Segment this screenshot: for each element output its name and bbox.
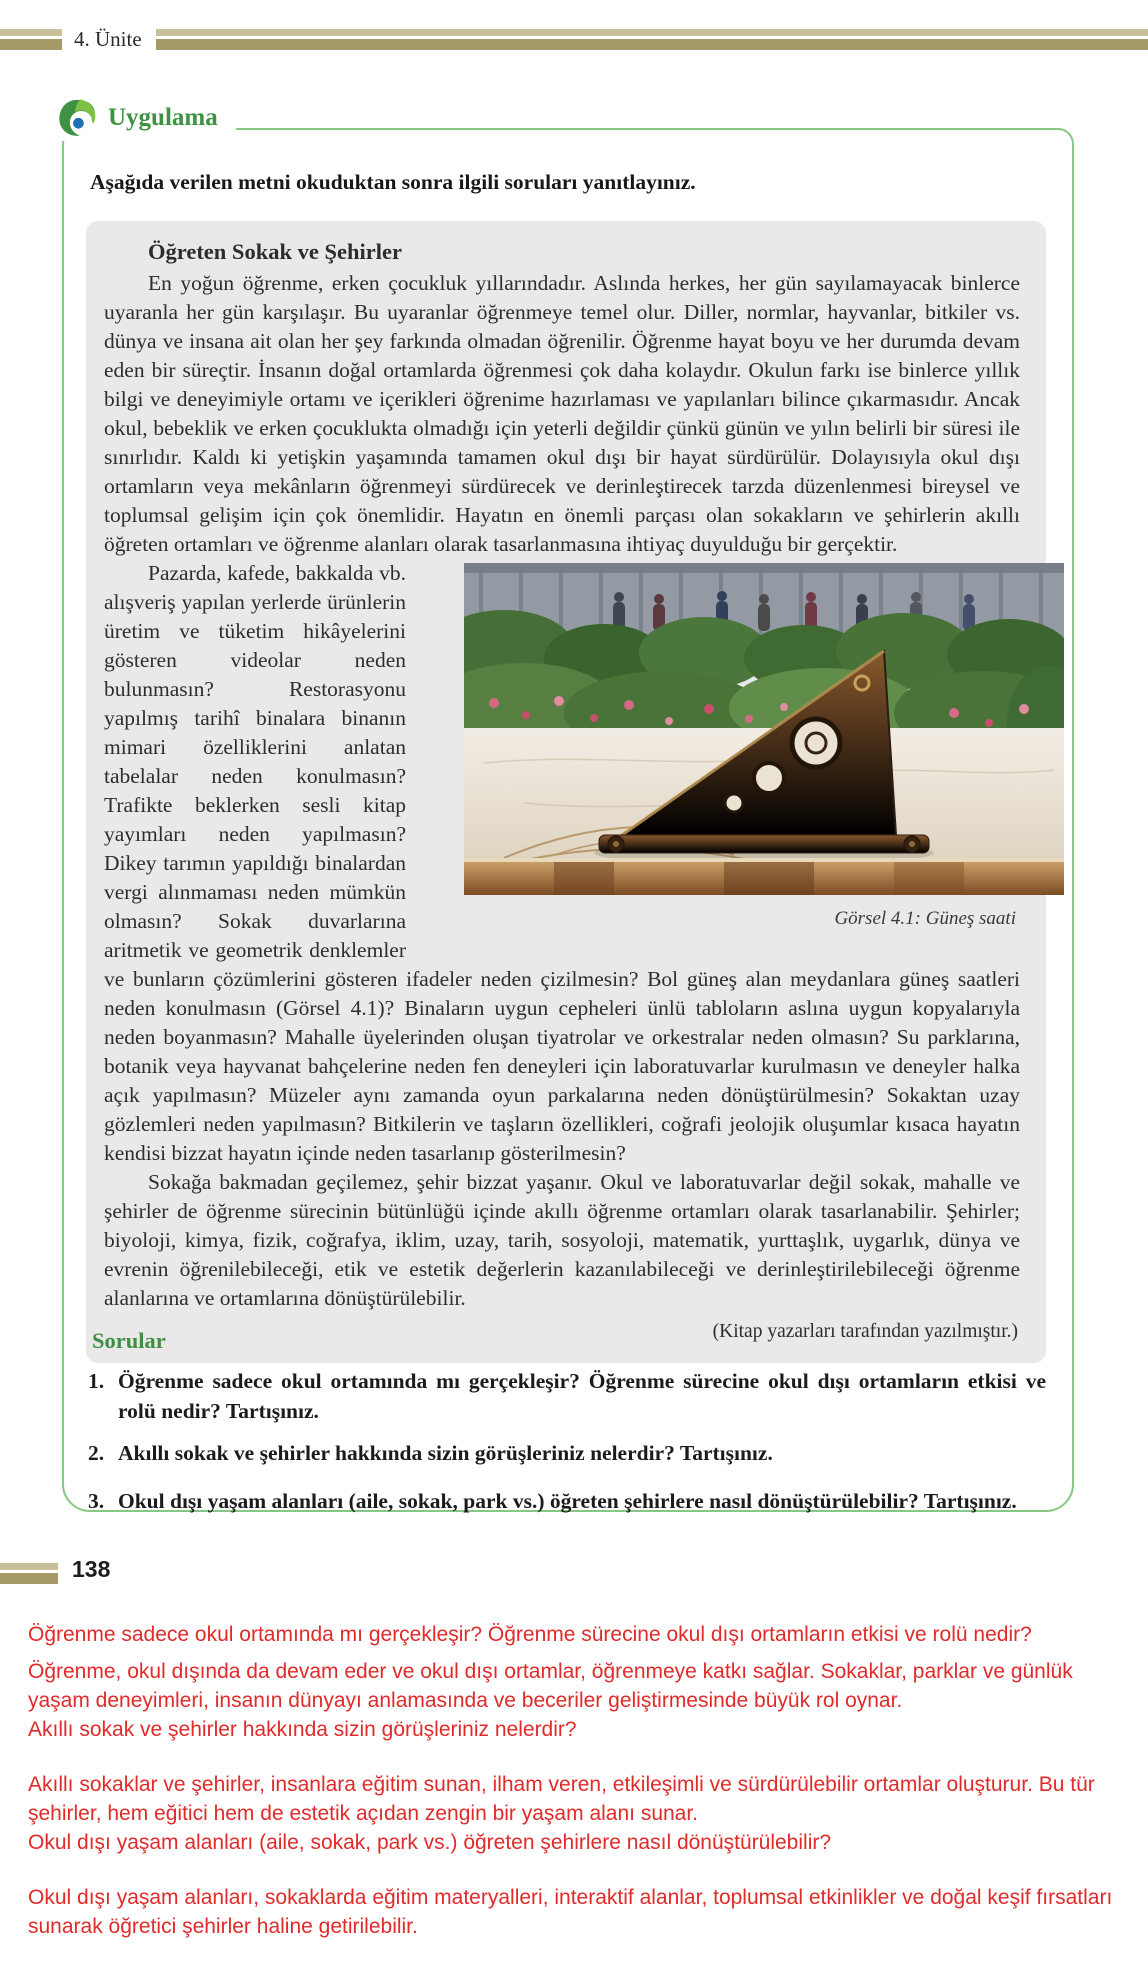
question-text: Okul dışı yaşam alanları (aile, sokak, park vs.) öğreten şehirlere nasıl dönüştürülebilir? Tartışınız. — [118, 1489, 1017, 1513]
reading-paragraph-2 — [104, 559, 1020, 1168]
questions-list — [88, 1366, 1046, 1516]
question-number: 3. — [88, 1489, 105, 1513]
answer-question-line: Okul dışı yaşam alanları (aile, sokak, park vs.) öğreten şehirlere nasıl dönüştürülebilir? — [28, 1831, 832, 1854]
answer-line: Akıllı sokaklar ve şehirler, insanlara eğitim sunan, ilham veren, etkileşimli ve sürdürülebilir ortamlar oluşturur. Bu tür şehirler, hem eğitici hem de estetik açıdan zengin bir yaşam alanı sunar. — [28, 1773, 1095, 1825]
answers-section — [28, 1620, 1122, 1941]
answer-question-line: Öğrenme sadece okul ortamında mı gerçekleşir? Öğrenme sürecine okul dışı ortamların etkisi ve rolü nedir? — [28, 1623, 1032, 1646]
reading-paragraph-1: En yoğun öğrenme, erken çocukluk yıllarındadır. Aslında herkes, her gün sayılamayacak binlerce uyaranla her gün karşılaşır. Bu uyaranlar öğrenmeye temel olur. Diller, normlar, hayvanlar, bitkiler vs. dünya ve insana ait olan her şey farkında olmadan öğrenilir. Öğrenme hayat boyu ve her durumda devam eden bir süreçtir. İnsanın doğal ortamlarda öğrenmesi çok daha kolaydır. Okulun farkı ise binlerce yıllık bilgi ve deneyimiyle ortamı ve içerikleri öğrenime hazırlaması ve yapılanları bilince çıkarmasıdır. Ancak okul, bebeklik ve erken çocuklukta olmadığı için yeterli değildir çünkü günün ve yılın belirli bir süresi ile sınırlıdır. Kaldı ki yetişkin yaşamında tamamen okul dışı bir hayat sürdürülür. Dolayısıyla okul dışı ortamların veya mekânların öğrenmeyi sürdürecek ve derinleştirecek tarzda düzenlenmesi bireysel ve toplumsal gelişim için çok önemlidir. Hayatın en önemli parçası olan sokakların ve şehirlerin akıllı öğreten ortamları ve öğrenme alanları olarak tasarlanmasına ihtiyaç duyulduğu bir gerçektir. — [104, 271, 1020, 556]
answer-question-line: Akıllı sokak ve şehirler hakkında sizin görüşleriniz nelerdir? — [28, 1718, 577, 1741]
figure — [420, 563, 1020, 933]
header-stripes-left — [0, 29, 62, 50]
answer-line: Öğrenme, okul dışında da devam eder ve okul dışı ortamlar, öğrenmeye katkı sağlar. Sokaklar, parklar ve günlük yaşam deneyimleri, insanın dünyayı anlamasında ve beceriler geliştirmesinde büyük rol oynar. — [28, 1660, 1073, 1712]
activity-header — [56, 95, 236, 141]
reading-title: Öğreten Sokak ve Şehirler — [148, 239, 402, 264]
footer-stripes — [0, 1563, 58, 1584]
figure-caption: Görsel 4.1: Güneş saati — [834, 908, 1016, 929]
question-item — [88, 1486, 1046, 1516]
reading-box — [86, 221, 1046, 1363]
unit-label: 4. Ünite — [74, 27, 142, 51]
question-text: Öğrenme sadece okul ortamında mı gerçekleşir? Öğrenme sürecine okul dışı ortamların etkisi ve rolü nedir? Tartışınız. — [118, 1369, 1046, 1423]
uygulama-leaf-swirl-icon — [56, 97, 98, 139]
question-item — [88, 1366, 1046, 1426]
activity-heading: Uygulama — [108, 104, 218, 131]
page-number: 138 — [72, 1556, 111, 1582]
reading-paragraph-2-text: Pazarda, kafede, bakkalda vb. alışveriş yapılan yerlerde ürünlerin üretim ve tüketim hikâyelerini gösteren videolar neden bulunmasın? Restorasyonu yapılmış tarihî binalara binanın mimari özelliklerini anlatan tabelalar neden konulmasın? Trafikte beklerken sesli kitap yayımları neden yapılmasın? Dikey tarımın yapıldığı binalardan vergi alınmaması neden mümkün olmasın? Sokak duvarlarına aritmetik ve geometrik denklemler ve bunların çözümlerini gösteren ifadeler neden çizilmesin? Bol güneş alan meydanlara güneş saatleri neden konulmasın (Görsel 4.1)? Binaların uygun cepheleri ünlü tabloların aslına uygun kopyalarıyla neden boyanmasın? Mahalle üyelerinden oluşan tiyatrolar ve orkestralar neden olmasın? Su parklarına, botanik veya hayvanat bahçelerine neden fen deneyleri için laboratuvarlar kurulmasın ve deneyler halka açık yapılmasın? Müzeler aynı zamanda oyun parkalarına neden dönüştürülmesin? Sokaktan uzay gözlemleri neden yapılmasın? Bitkilerin ve taşların özellikleri, coğrafi jeolojik oluşumlar kısaca hayatın kendisi bizzat hayatın içinde neden tasarlanıp gösterilmesin? — [104, 561, 1020, 1165]
activity-instruction: Aşağıda verilen metni okuduktan sonra ilgili soruları yanıtlayınız. — [90, 170, 696, 194]
question-number: 2. — [88, 1441, 105, 1465]
unit-header — [0, 27, 1148, 52]
question-number: 1. — [88, 1369, 105, 1393]
answer-line: Okul dışı yaşam alanları, sokaklarda eğitim materyalleri, interaktif alanlar, toplumsal etkinlikler ve doğal keşif fırsatları sunarak öğretici şehirler haline getirilebilir. — [28, 1886, 1113, 1938]
header-stripes-right — [156, 29, 1148, 50]
question-text: Akıllı sokak ve şehirler hakkında sizin görüşleriniz nelerdir? Tartışınız. — [118, 1441, 773, 1465]
questions-heading: Sorular — [92, 1328, 166, 1353]
reading-attribution: (Kitap yazarları tarafından yazılmıştır.) — [712, 1321, 1018, 1342]
sundial-photo — [420, 563, 1020, 895]
activity-box — [62, 128, 1074, 1512]
reading-paragraph-3: Sokağa bakmadan geçilemez, şehir bizzat yaşanır. Okul ve laboratuvarlar değil sokak, mahalle ve şehirler de öğrenme sürecinin bütünlüğü içinde akıllı öğrenme ortamları olarak tasarlanabilir. Şehirler; biyoloji, kimya, fizik, coğrafya, iklim, uzay, tarih, sosyoloji, matematik, yurttaşlık, uygarlık, dünya ve evrenin öğrenilebileceği, etik ve estetik değerlerin kazanılabileceği ve derinleştirilebileceği öğrenme alanlarına ve ortamlarına dönüştürülebilir. — [104, 1170, 1020, 1310]
question-item — [88, 1438, 1046, 1468]
